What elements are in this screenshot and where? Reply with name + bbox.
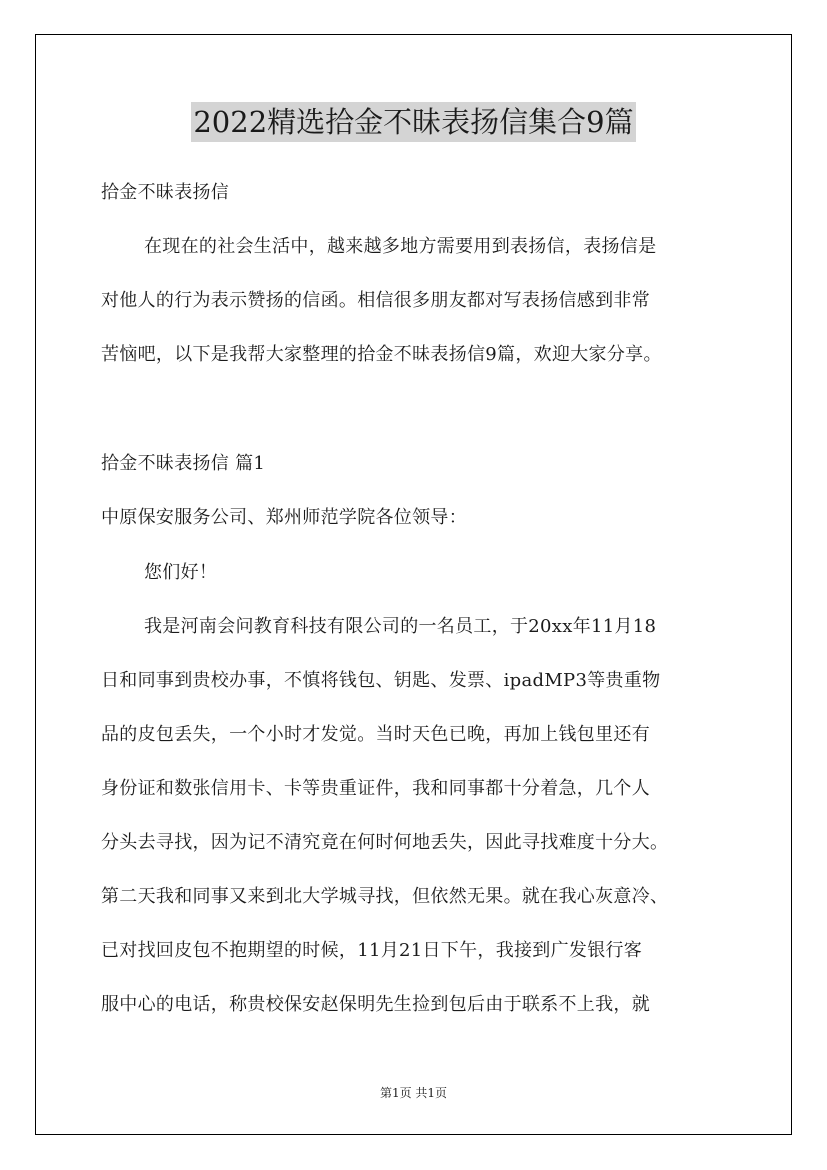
letter-line: 第二天我和同事又来到北大学城寻找，但依然无果。就在我心灰意冷、 <box>101 886 669 907</box>
document-title: 2022精选拾金不昧表扬信集合9篇 <box>191 102 635 142</box>
letter-line: 已对找回皮包不抱期望的时候，11月21日下午，我接到广发银行客 <box>101 940 643 961</box>
letter-line: 日和同事到贵校办事，不慎将钱包、钥匙、发票、ipadMP3等贵重物 <box>101 670 661 691</box>
letter-line: 我是河南会问教育科技有限公司的一名员工，于20xx年11月18 <box>144 616 657 637</box>
intro-line: 在现在的社会生活中，越来越多地方需要用到表扬信，表扬信是 <box>144 236 657 257</box>
section-heading: 拾金不昧表扬信 <box>101 182 230 203</box>
page-footer: 第1页 共1页 <box>379 1086 448 1100</box>
letter-line: 服中心的电话，称贵校保安赵保明先生捡到包后由于联系不上我，就 <box>101 994 650 1015</box>
letter-heading: 拾金不昧表扬信 篇1 <box>101 453 266 474</box>
title-container <box>0 102 827 142</box>
letter-line: 身份证和数张信用卡、卡等贵重证件，我和同事都十分着急，几个人 <box>101 778 650 799</box>
letter-line: 分头去寻找，因为记不清究竟在何时何地丢失，因此寻找难度十分大。 <box>101 832 669 853</box>
letter-line: 品的皮包丢失，一个小时才发觉。当时天色已晚，再加上钱包里还有 <box>101 724 650 745</box>
intro-line: 苦恼吧，以下是我帮大家整理的拾金不昧表扬信9篇，欢迎大家分享。 <box>101 344 662 365</box>
letter-salutation: 中原保安服务公司、郑州师范学院各位领导： <box>101 507 467 528</box>
letter-greeting: 您们好！ <box>144 562 218 583</box>
intro-line: 对他人的行为表示赞扬的信函。相信很多朋友都对写表扬信感到非常 <box>101 290 650 311</box>
